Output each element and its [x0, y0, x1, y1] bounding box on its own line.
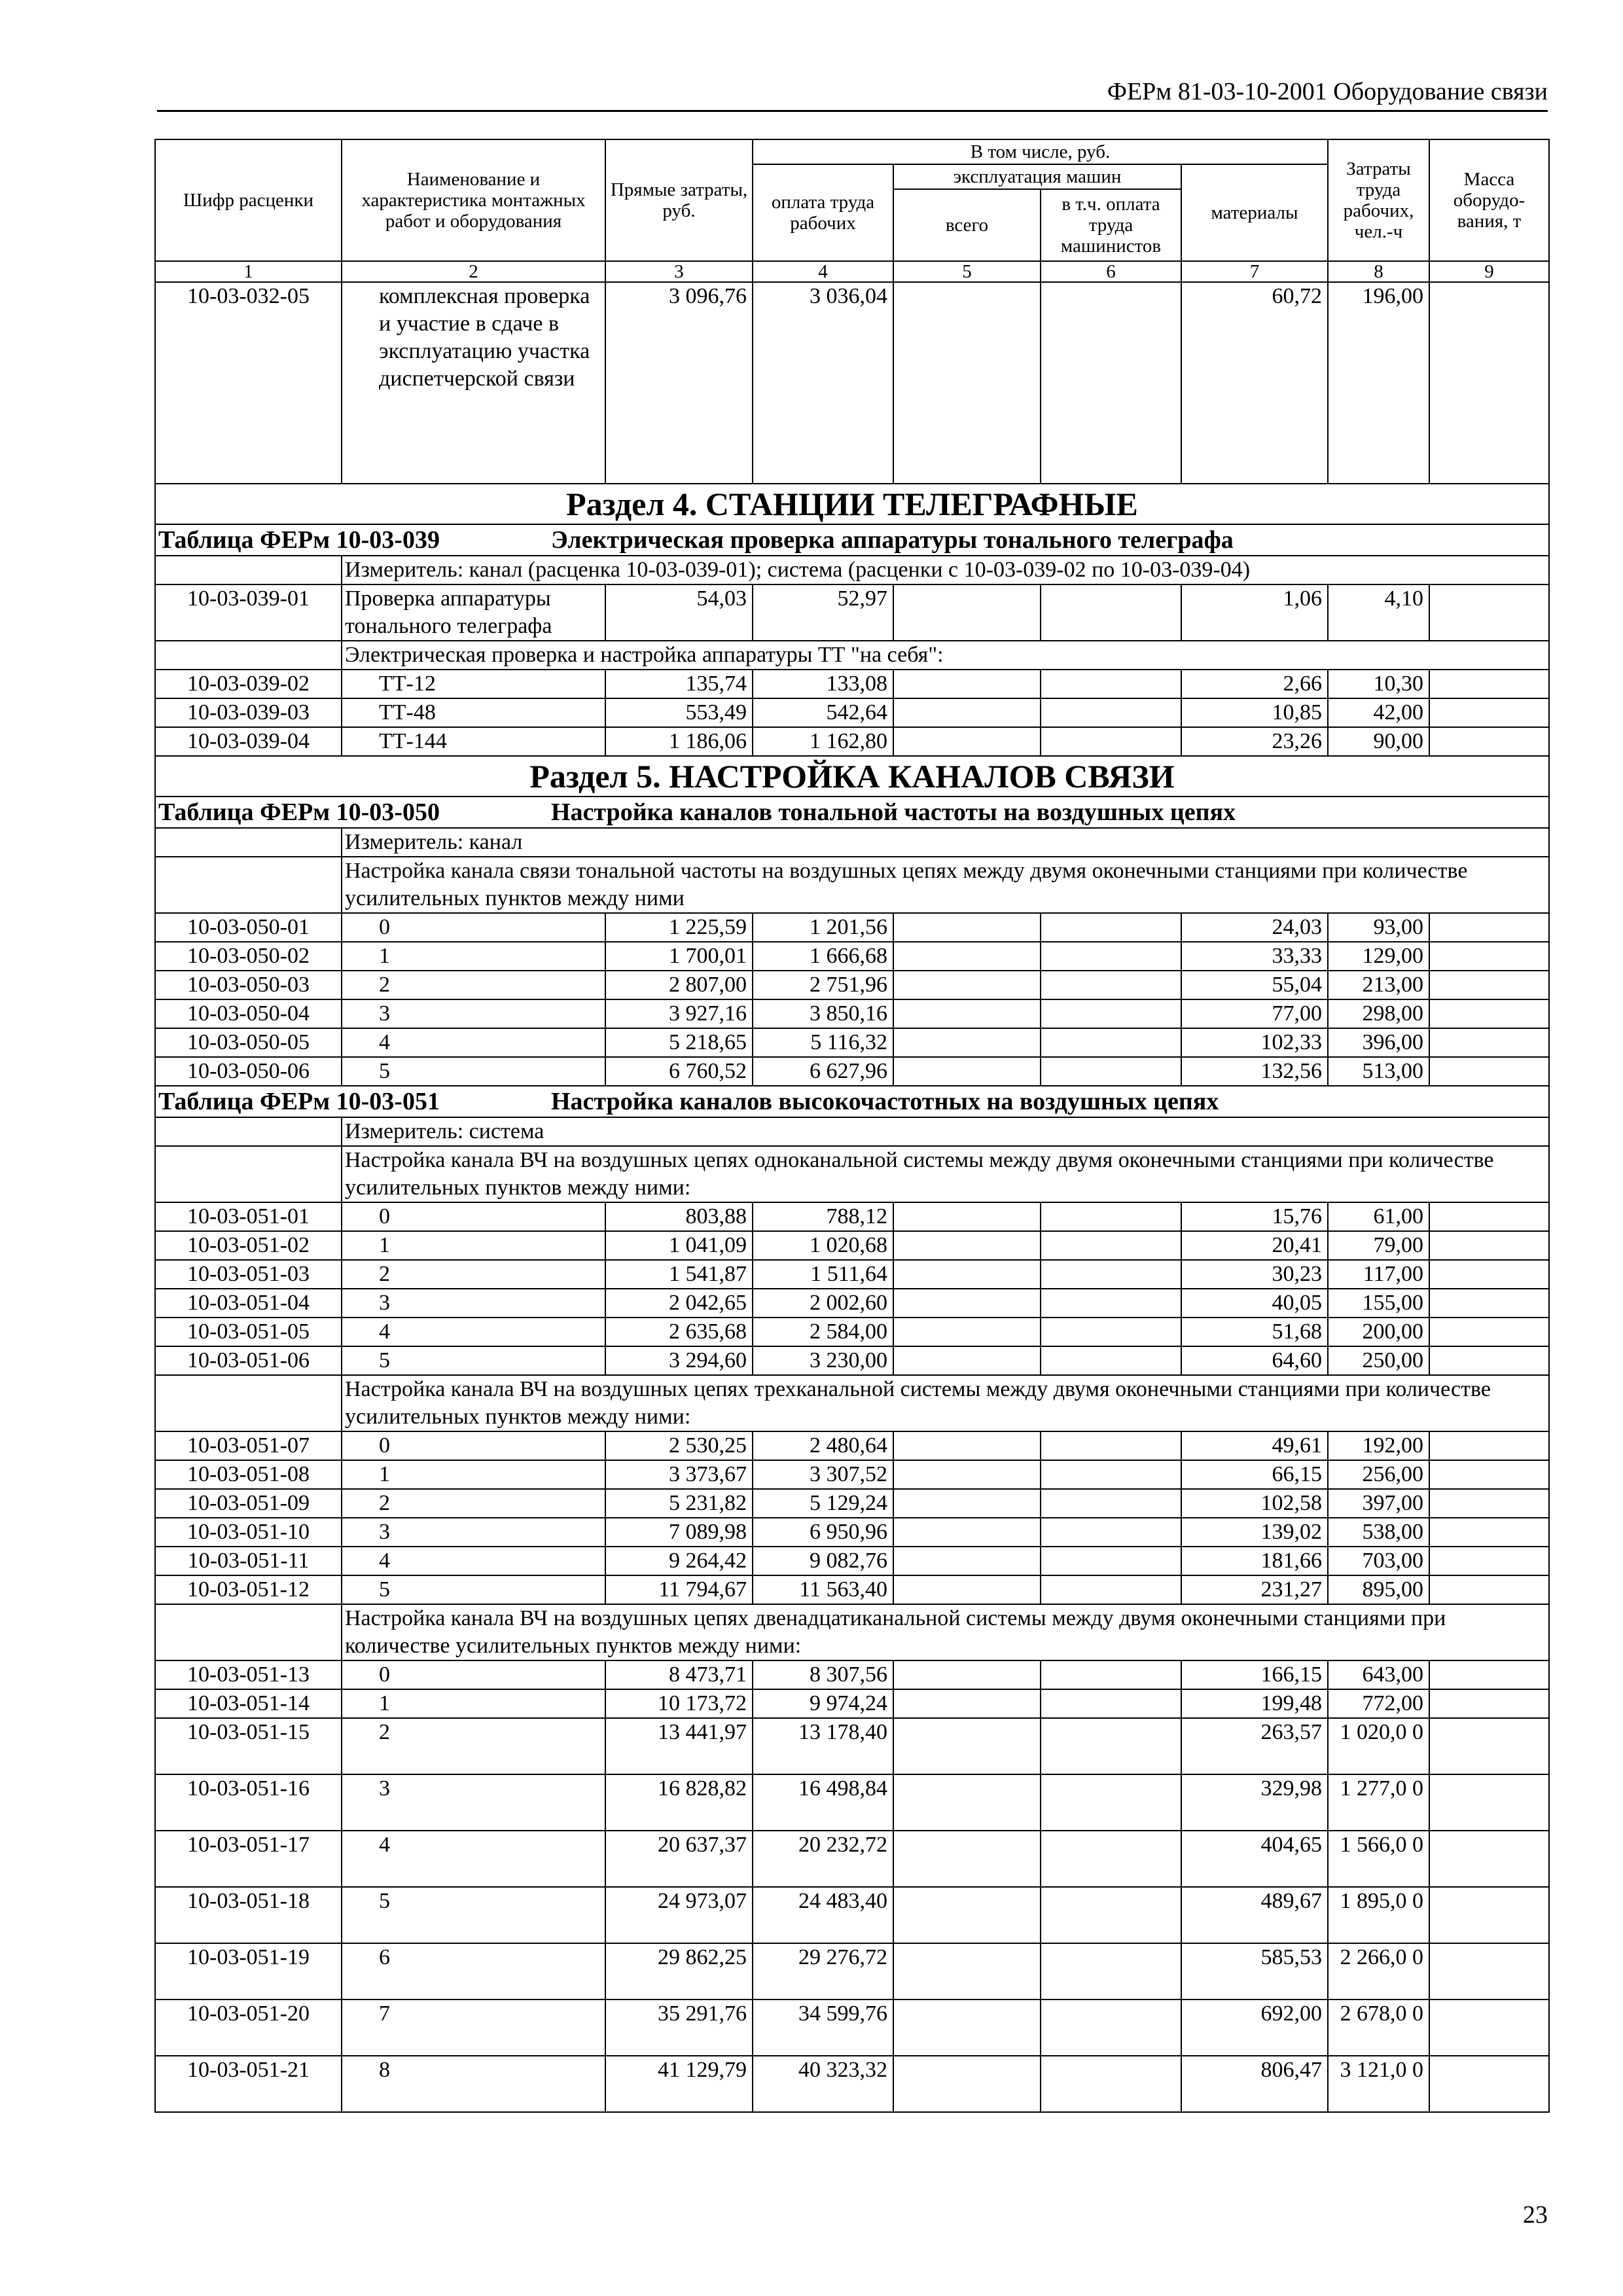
table-row: 10-03-039-03 ТТ-48 553,49 542,64 10,85 42,00 — [155, 698, 1549, 727]
col-materials: материалы — [1181, 164, 1328, 261]
group-heading: Настройка канала связи тональной частоты на воздушных цепях между двумя оконечными станциями при количестве усилительных пунктов между ними — [342, 857, 1549, 913]
table-row: 10-03-050-02 1 1 700,01 1 666,68 33,33 129,00 — [155, 942, 1549, 971]
table-row: 10-03-051-09 2 5 231,82 5 129,24 102,58 397,00 — [155, 1489, 1549, 1518]
page-header: ФЕРм 81-03-10-2001 Оборудование связи — [157, 73, 1548, 112]
table-row: 10-03-050-06 5 6 760,52 6 627,96 132,56 513,00 — [155, 1057, 1549, 1086]
table-row: 10-03-051-18 5 24 973,07 24 483,40 489,67 1 895,0 0 — [155, 1887, 1549, 1943]
table-row: 10-03-051-15 2 13 441,97 13 178,40 263,57 1 020,0 0 — [155, 1718, 1549, 1774]
col-name: Наименование и характеристика монтажных работ и оборудования — [342, 139, 605, 261]
table-row: 10-03-050-04 3 3 927,16 3 850,16 77,00 298,00 — [155, 999, 1549, 1028]
table-row: 10-03-051-12 5 11 794,67 11 563,40 231,27 895,00 — [155, 1575, 1549, 1604]
table-row: 10-03-032-05 комплексная проверка и участие в сдаче в эксплуатацию участка диспетчерской связи 3 096,76 3 036,04 60,72 196,00 — [155, 282, 1549, 484]
table-title: Таблица ФЕРм 10-03-051 Настройка каналов высокочастотных на воздушных цепях — [155, 1086, 1549, 1117]
table-row: 10-03-050-03 2 2 807,00 2 751,96 55,04 213,00 — [155, 971, 1549, 999]
table-row: 10-03-051-01 0 803,88 788,12 15,76 61,00 — [155, 1202, 1549, 1231]
table-row: 10-03-051-07 0 2 530,25 2 480,64 49,61 192,00 — [155, 1431, 1549, 1460]
table-title: Таблица ФЕРм 10-03-039 Электрическая проверка аппаратуры тонального телеграфа — [155, 524, 1549, 556]
meter-line: Измеритель: канал — [342, 828, 1549, 857]
table-row: 10-03-051-14 1 10 173,72 9 974,24 199,48 772,00 — [155, 1689, 1549, 1718]
group-heading: Настройка канала ВЧ на воздушных цепях двенадцатиканальной системы между двумя оконечными станциями при количестве усилительных пунктов между ними: — [342, 1604, 1549, 1660]
table-row: 10-03-051-10 3 7 089,98 6 950,96 139,02 538,00 — [155, 1518, 1549, 1547]
group-heading: Настройка канала ВЧ на воздушных цепях одноканальной системы между двумя оконечными станциями при количестве усилительных пунктов между ними: — [342, 1146, 1549, 1202]
col-machines: эксплуатация машин — [893, 164, 1181, 189]
table-row: 10-03-051-03 2 1 541,87 1 511,64 30,23 117,00 — [155, 1260, 1549, 1289]
table-row: 10-03-050-05 4 5 218,65 5 116,32 102,33 396,00 — [155, 1028, 1549, 1057]
table-row: 10-03-039-04 ТТ-144 1 186,06 1 162,80 23,26 90,00 — [155, 727, 1549, 756]
meter-line: Измеритель: система — [342, 1117, 1549, 1146]
col-total: всего — [893, 189, 1041, 261]
meter-line: Измеритель: канал (расценка 10-03-039-01); система (расценки с 10-03-039-02 по 10-03-039-04) — [342, 556, 1549, 584]
table-row: 10-03-051-20 7 35 291,76 34 599,76 692,00 2 678,0 0 — [155, 2000, 1549, 2056]
col-direct: Прямые затраты, руб. — [605, 139, 753, 261]
table-row: 10-03-050-01 0 1 225,59 1 201,56 24,03 93,00 — [155, 913, 1549, 942]
table-row: 10-03-051-16 3 16 828,82 16 498,84 329,98 1 277,0 0 — [155, 1774, 1549, 1831]
table-row: 10-03-051-04 3 2 042,65 2 002,60 40,05 155,00 — [155, 1289, 1549, 1318]
rates-table — [154, 139, 1550, 2113]
section-heading: Раздел 4. СТАНЦИИ ТЕЛЕГРАФНЫЕ — [155, 484, 1549, 524]
section-heading: Раздел 5. НАСТРОЙКА КАНАЛОВ СВЯЗИ — [155, 756, 1549, 797]
page-number: 23 — [1523, 2201, 1548, 2229]
col-incl: В том числе, руб. — [753, 139, 1328, 164]
group-heading: Настройка канала ВЧ на воздушных цепях трехканальной системы между двумя оконечными станциями при количестве усилительных пунктов между ними: — [342, 1375, 1549, 1431]
col-mass: Масса оборудо-вания, т — [1429, 139, 1549, 261]
col-labor: Затраты труда рабочих, чел.-ч — [1328, 139, 1429, 261]
table-row: 10-03-051-19 6 29 862,25 29 276,72 585,53 2 266,0 0 — [155, 1943, 1549, 2000]
group-heading: Электрическая проверка и настройка аппаратуры ТТ "на себя": — [342, 641, 1549, 670]
col-driver-wages: в т.ч. оплата труда машинистов — [1041, 189, 1181, 261]
table-row: 10-03-051-21 8 41 129,79 40 323,32 806,47 3 121,0 0 — [155, 2056, 1549, 2112]
column-numbers-row: 1 2 3 4 5 6 7 8 9 — [155, 261, 1549, 282]
table-row: 10-03-051-11 4 9 264,42 9 082,76 181,66 703,00 — [155, 1547, 1549, 1575]
table-row: 10-03-039-02 ТТ-12 135,74 133,08 2,66 10,30 — [155, 670, 1549, 698]
table-row: 10-03-051-13 0 8 473,71 8 307,56 166,15 643,00 — [155, 1660, 1549, 1689]
table-row: 10-03-051-02 1 1 041,09 1 020,68 20,41 79,00 — [155, 1231, 1549, 1260]
table-header — [155, 139, 1549, 282]
table-row: 10-03-051-08 1 3 373,67 3 307,52 66,15 256,00 — [155, 1460, 1549, 1489]
table-title: Таблица ФЕРм 10-03-050 Настройка каналов тональной частоты на воздушных цепях — [155, 797, 1549, 828]
table-row: 10-03-051-17 4 20 637,37 20 232,72 404,65 1 566,0 0 — [155, 1831, 1549, 1887]
table-row: 10-03-051-06 5 3 294,60 3 230,00 64,60 250,00 — [155, 1346, 1549, 1375]
col-code: Шифр расценки — [155, 139, 342, 261]
col-wages: оплата труда рабочих — [753, 164, 893, 261]
table-row: 10-03-039-01 Проверка аппаратуры тонального телеграфа 54,03 52,97 1,06 4,10 — [155, 584, 1549, 641]
table-row: 10-03-051-05 4 2 635,68 2 584,00 51,68 200,00 — [155, 1318, 1549, 1346]
